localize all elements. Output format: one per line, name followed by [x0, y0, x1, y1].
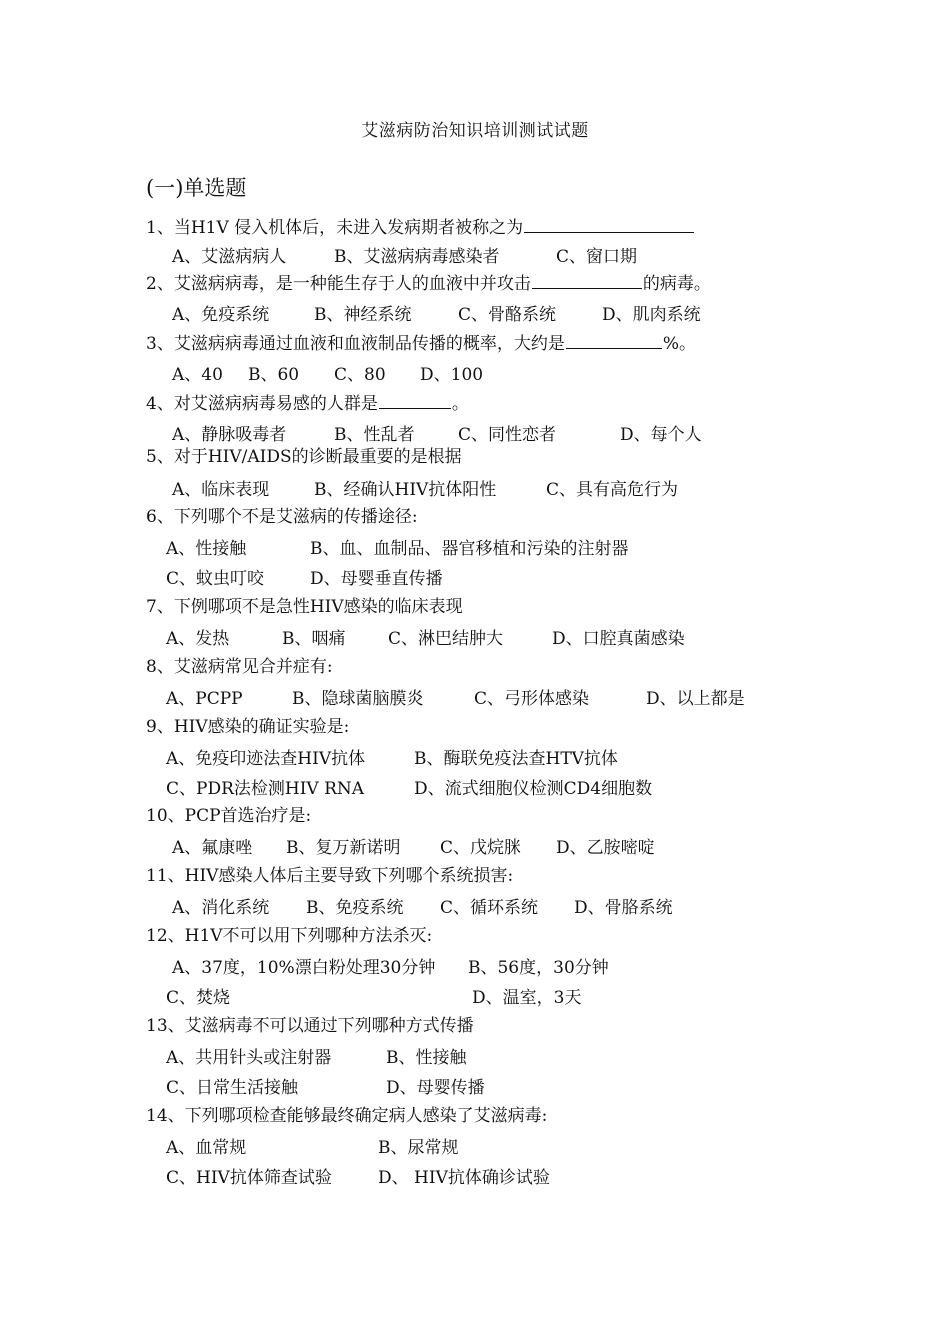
question-7-stem: [146, 594, 463, 620]
question-1-stem: [146, 214, 695, 240]
answer-blank[interactable]: [524, 214, 694, 233]
question-2-stem: [146, 270, 711, 296]
question-3-option: A、40: [172, 365, 223, 385]
question-6-option: B、血、血制品、器官移植和污染的注射器: [310, 539, 629, 559]
question-2-option: C、骨酪系统: [458, 305, 557, 325]
question-12-option: B、56度，30分钟: [468, 958, 609, 978]
question-5-stem: [146, 444, 462, 470]
question-text: 12、H1V不可以用下列哪种方法杀灭:: [146, 926, 433, 946]
question-13-option: D、母婴传播: [386, 1078, 485, 1098]
question-text: 6、下列哪个不是艾滋病的传播途径:: [146, 507, 418, 527]
question-5-option: C、具有高危行为: [546, 480, 679, 500]
question-13-option: A、共用针头或注射器: [166, 1048, 332, 1068]
question-9-option: B、酶联免疫法查HTV抗体: [414, 749, 618, 769]
question-2-option: D、肌肉系统: [602, 305, 701, 325]
question-12-option: D、温室，3天: [472, 988, 582, 1008]
question-5-option: B、经确认HIV抗体阳性: [314, 480, 497, 500]
question-12-option: C、焚烧: [166, 988, 231, 1008]
question-3-option: B、60: [248, 365, 300, 385]
question-2-option: A、免疫系统: [172, 305, 270, 325]
question-7-option: D、口腔真菌感染: [552, 629, 685, 649]
question-10-stem: [146, 803, 311, 829]
question-6-option: C、蚊虫叮咬: [166, 569, 265, 589]
question-8-stem: [146, 654, 333, 680]
question-text: 9、HIV感染的确证实验是:: [146, 717, 350, 737]
answer-blank[interactable]: [379, 390, 451, 409]
question-12-stem: [146, 923, 432, 949]
question-10-option: B、复万新诺明: [286, 838, 401, 858]
question-11-option: A、消化系统: [172, 898, 270, 918]
question-11-stem: [146, 863, 513, 889]
question-text: 13、艾滋病毒不可以通过下列哪种方式传播: [146, 1016, 474, 1036]
question-4-option: B、性乱者: [334, 425, 415, 445]
question-8-option: A、PCPP: [166, 689, 243, 709]
question-text: 4、对艾滋病病毒易感的人群是: [146, 394, 378, 414]
question-4-option: C、同性恋者: [458, 425, 557, 445]
question-3-stem: [146, 330, 696, 356]
question-text-suffix: 的病毒。: [642, 274, 711, 294]
question-9-option: D、流式细胞仪检测CD4细胞数: [414, 779, 653, 799]
question-11-option: D、骨胳系统: [574, 898, 673, 918]
question-14-option: B、尿常规: [378, 1138, 459, 1158]
question-2-option: B、神经系统: [314, 305, 412, 325]
question-text-suffix: %。: [662, 334, 696, 354]
question-text: 10、PCP首选治疗是:: [146, 806, 312, 826]
section-heading: (一)单选题: [146, 176, 247, 200]
question-1-option: B、艾滋病病毒感染者: [334, 247, 500, 267]
question-6-option: D、母婴垂直传播: [310, 569, 443, 589]
question-8-option: D、以上都是: [646, 689, 745, 709]
question-6-stem: [146, 504, 418, 530]
question-10-option: D、乙胺嘧啶: [556, 838, 655, 858]
question-14-option: A、血常规: [166, 1138, 247, 1158]
question-11-option: C、循环系统: [440, 898, 539, 918]
question-4-option: A、静脉吸毒者: [172, 425, 287, 445]
question-9-option: C、PDR法检测HIV RNA: [166, 779, 365, 799]
question-text: 2、艾滋病病毒，是一种能生存于人的血液中并攻击: [146, 274, 531, 294]
question-7-option: A、发热: [166, 629, 230, 649]
question-7-option: C、淋巴结肿大: [388, 629, 504, 649]
question-9-option: A、免疫印迹法查HIV抗体: [166, 749, 366, 769]
question-9-stem: [146, 714, 349, 740]
question-4-option: D、每个人: [620, 425, 702, 445]
question-10-option: C、戊烷脒: [440, 838, 522, 858]
question-text: 14、下列哪项检查能够最终确定病人感染了艾滋病毒:: [146, 1106, 548, 1126]
question-8-option: B、隐球菌脑膜炎: [292, 689, 424, 709]
document-title: 艾滋病防治知识培训测试试题: [361, 121, 589, 141]
question-text: 11、HIV感染人体后主要导致下列哪个系统损害:: [146, 866, 514, 886]
question-text: 8、艾滋病常见合并症有:: [146, 657, 333, 677]
question-11-option: B、免疫系统: [306, 898, 404, 918]
question-1-option: A、艾滋病病人: [172, 247, 287, 267]
answer-blank[interactable]: [566, 330, 662, 349]
question-1-option: C、窗口期: [556, 247, 638, 267]
question-text: 3、艾滋病病毒通过血液和血液制品传播的概率，大约是: [146, 334, 565, 354]
question-14-option: C、HIV抗体筛查试验: [166, 1168, 332, 1188]
question-text: 5、对于HIV/AIDS的诊断最重要的是根据: [146, 447, 462, 467]
question-6-option: A、性接触: [166, 539, 247, 559]
question-13-option: C、日常生活接触: [166, 1078, 299, 1098]
question-13-stem: [146, 1013, 474, 1039]
question-3-option: D、100: [420, 365, 484, 385]
question-4-stem: [146, 390, 469, 416]
answer-blank[interactable]: [532, 270, 642, 289]
question-10-option: A、氟康唑: [172, 838, 253, 858]
question-12-option: A、37度，10%漂白粉处理30分钟: [172, 958, 436, 978]
question-7-option: B、咽痛: [282, 629, 346, 649]
question-14-option: D、 HIV抗体确诊试验: [378, 1168, 550, 1188]
question-text-suffix: 。: [451, 394, 469, 414]
question-8-option: C、弓形体感染: [474, 689, 590, 709]
question-5-option: A、临床表现: [172, 480, 270, 500]
question-3-option: C、80: [334, 365, 386, 385]
question-14-stem: [146, 1103, 547, 1129]
question-text: 7、下例哪项不是急性HIV感染的临床表现: [146, 597, 463, 617]
question-13-option: B、性接触: [386, 1048, 467, 1068]
question-text: 1、当H1V 侵入机体后，未进入发病期者被称之为: [146, 218, 524, 238]
